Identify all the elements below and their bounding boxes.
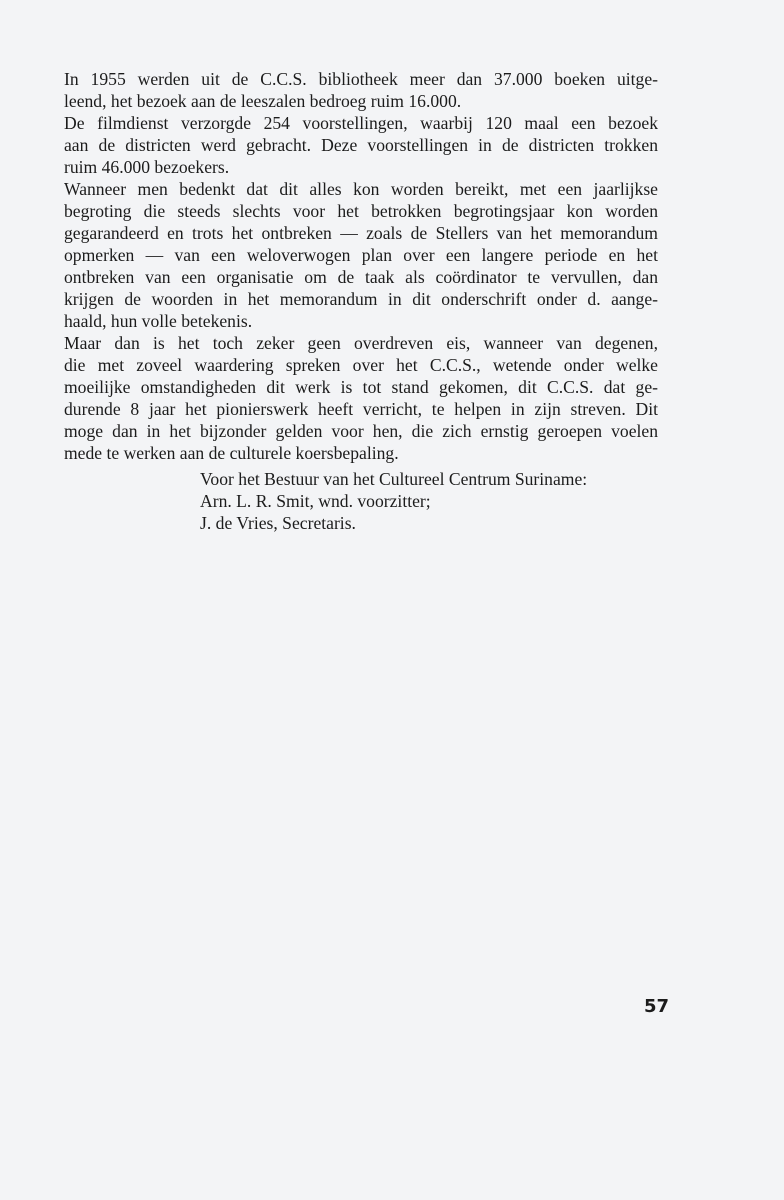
- signature-board-line: Voor het Bestuur van het Cultureel Centrum Suriname:: [200, 469, 588, 489]
- paragraph-film-service: [64, 112, 658, 178]
- paragraph-request: [64, 332, 658, 464]
- paragraph-budget: [64, 178, 658, 332]
- paragraph-library: [64, 68, 658, 112]
- text-line: In 1955 werden uit de C.C.S. bibliotheek meer dan 37.000 boeken uitge-: [64, 69, 658, 89]
- text-line: krijgen de woorden in het memorandum in dit onderschrift onder d. aange-: [64, 289, 658, 309]
- text-line: begroting die steeds slechts voor het betrokken begrotingsjaar kon worden: [64, 201, 658, 221]
- text-line: moge dan in het bijzonder gelden voor hen, die zich ernstig geroepen voelen: [64, 421, 658, 441]
- text-line: gegarandeerd en trots het ontbreken — zoals de Stellers van het memorandum: [64, 223, 658, 243]
- text-line: durende 8 jaar het pionierswerk heeft verricht, te helpen in zijn streven. Dit: [64, 399, 658, 419]
- signature-block: [200, 468, 587, 534]
- text-line: mede te werken aan de culturele koersbepaling.: [64, 443, 399, 463]
- text-line: aan de districten werd gebracht. Deze voorstellingen in de districten trokken: [64, 135, 658, 155]
- page-number: 57: [644, 996, 670, 1017]
- text-line: ruim 46.000 bezoekers.: [64, 157, 230, 177]
- signature-secretary-line: J. de Vries, Secretaris.: [200, 513, 356, 533]
- text-line: die met zoveel waardering spreken over het C.C.S., wetende onder welke: [64, 355, 658, 375]
- text-line: haald, hun volle betekenis.: [64, 311, 253, 331]
- text-line: De filmdienst verzorgde 254 voorstellingen, waarbij 120 maal een bezoek: [64, 113, 658, 133]
- text-line: moeilijke omstandigheden dit werk is tot stand gekomen, dit C.C.S. dat ge-: [64, 377, 658, 397]
- text-line: leend, het bezoek aan de leeszalen bedroeg ruim 16.000.: [64, 91, 462, 111]
- body-text: [64, 68, 658, 464]
- text-line: Wanneer men bedenkt dat dit alles kon worden bereikt, met een jaarlijkse: [64, 179, 658, 199]
- text-line: ontbreken van een organisatie om de taak als coördinator te vervullen, dan: [64, 267, 658, 287]
- text-line: opmerken — van een weloverwogen plan over een langere periode en het: [64, 245, 658, 265]
- signature-chair-line: Arn. L. R. Smit, wnd. voorzitter;: [200, 491, 431, 511]
- text-line: Maar dan is het toch zeker geen overdreven eis, wanneer van degenen,: [64, 333, 658, 353]
